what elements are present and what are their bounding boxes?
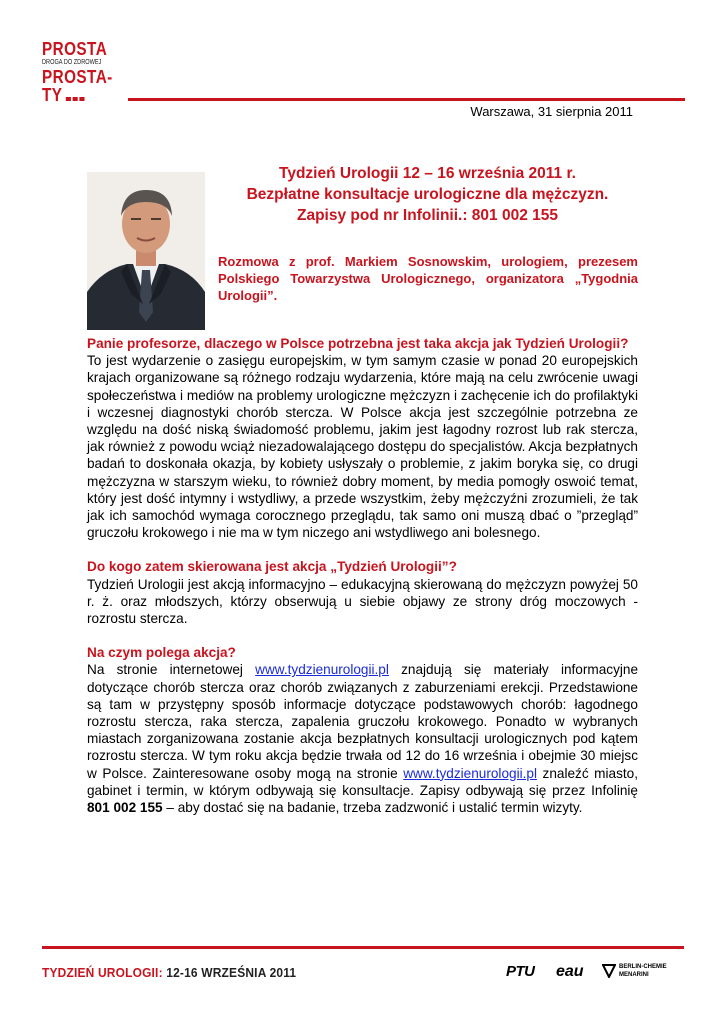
answer-3-part-1: Na stronie internetowej xyxy=(87,662,243,678)
logo-line-4-row xyxy=(42,86,110,104)
footer-campaign-name: TYDZIEŃ UROLOGII: xyxy=(42,965,163,980)
document-date: Warszawa, 31 sierpnia 2011 xyxy=(470,104,633,119)
prosta-logo xyxy=(42,40,122,104)
logo-line-1: PROSTA xyxy=(42,39,108,59)
berlin-chemie-line-1: BERLIN-CHEMIE xyxy=(619,964,667,970)
title-line-1: Tydzień Urologii 12 – 16 września 2011 r. xyxy=(279,165,576,182)
ptu-logo: PTU xyxy=(506,963,535,980)
answer-3 xyxy=(87,661,638,816)
footer-campaign-dates: 12-16 WRZEŚNIA 2011 xyxy=(166,965,297,980)
berlin-chemie-line-2: MENARINI xyxy=(619,972,649,978)
document-title xyxy=(215,163,640,226)
article-body xyxy=(87,335,638,816)
question-1: Panie profesorze, dlaczego w Polsce potrzebna jest taka akcja jak Tydzień Urologii? xyxy=(87,336,629,351)
website-link-1[interactable]: www.tydzienurologii.pl xyxy=(255,662,389,678)
footer-campaign-text xyxy=(42,965,296,980)
answer-3-part-2: znajdują się materiały informacyjne dotyczące chorób stercza oraz chorób związanych z zaburzeniami erekcji. Przedstawione są tam w przystępny sposób informacje dotyczące podstawowych chorób: łagodnego rozrostu stercza, raka stercza, zapalenia gruczołu krokowego. Ponadto w wybranych miastach zorganizowana zostanie akcja bezpłatnych konsultacji urologicznych pod kątem rozrostu stercza. W tym roku akcja będzie trwała od 12 do 16 września i obejmie 30 miejsc w Polsce. Zainteresowane osoby mogą na stronie xyxy=(87,662,639,781)
berlin-chemie-mark-icon xyxy=(602,964,616,978)
title-line-3: Zapisy pod nr Infolinii.: 801 002 155 xyxy=(297,207,558,224)
logo-dots-icon xyxy=(66,86,86,104)
logo-line-2: DROGA DO ZDROWEJ xyxy=(42,59,102,66)
interview-intro: Rozmowa z prof. Markiem Sosnowskim, urologiem, prezesem Polskiego Towarzystwa Urologicznego, organizatora „Tygodnia Urologii”. xyxy=(218,254,638,303)
question-3: Na czym polega akcja? xyxy=(87,645,236,661)
title-line-2: Bezpłatne konsultacje urologiczne dla mężczyzn. xyxy=(246,186,609,203)
infoline-phone: 801 002 155 xyxy=(87,800,163,816)
header-rule xyxy=(128,98,685,101)
portrait-photo xyxy=(87,172,205,330)
website-link-2[interactable]: www.tydzienurologii.pl xyxy=(403,765,537,781)
question-2: Do kogo zatem skierowana jest akcja „Tydzień Urologii”? xyxy=(87,559,457,575)
answer-3-part-4: – aby dostać się na badanie, trzeba zadzwonić i ustalić termin wizyty. xyxy=(166,800,583,816)
berlin-chemie-logo xyxy=(602,963,692,979)
logo-line-4: TY xyxy=(42,85,63,105)
eau-logo: eau xyxy=(556,963,584,980)
answer-3-part-3: znaleźć miasto, gabinet i termin, w którym odbywają się konsultacje. Zapisy odbywają się przez Infolinię xyxy=(87,765,638,798)
footer-rule xyxy=(42,946,684,949)
answer-1: To jest wydarzenie o zasięgu europejskim, w tym samym czasie w ponad 20 europejskich krajach organizowane są różnego rodzaju wydarzenia, które mają na celu zwrócenie uwagi społeczeństwa i mediów na problemy urologiczne mężczyzn i zachęcenie ich do profilaktyki i wczesnej diagnostyki chorób stercza. W Polsce akcja jest szczególnie potrzebna ze względu na dość niską świadomość problemu, jakim jest łagodny rozrost lub rak stercza, jak również z powodu wciąż niezadowalającego dostępu do specjalistów. Akcja bezpłatnych badań to doskonała okazja, by kobiety usłyszały o problemie, z jakim boryka się, co drugi mężczyzna w starszym wieku, to również dobry moment, by media pomogły oswoić temat, który jest dość intymny i wstydliwy, a przede wszystkim, żeby mężczyźni zrozumieli, że tak jak ich samochód wymaga corocznego przeglądu, tak samo oni muszą dbać o ”przegląd” gruczołu krokowego i nie ma w tym niczego ani wstydliwego ani bolesnego. xyxy=(87,353,638,541)
answer-2: Tydzień Urologii jest akcją informacyjno – edukacyjną skierowaną do mężczyzn powyżej 50 r. ż. oraz młodszych, którzy obserwują u siebie objawy ze strony dróg moczowych - rozrostu stercza. xyxy=(87,576,638,627)
logo-line-3: PROSTA- xyxy=(42,67,113,87)
